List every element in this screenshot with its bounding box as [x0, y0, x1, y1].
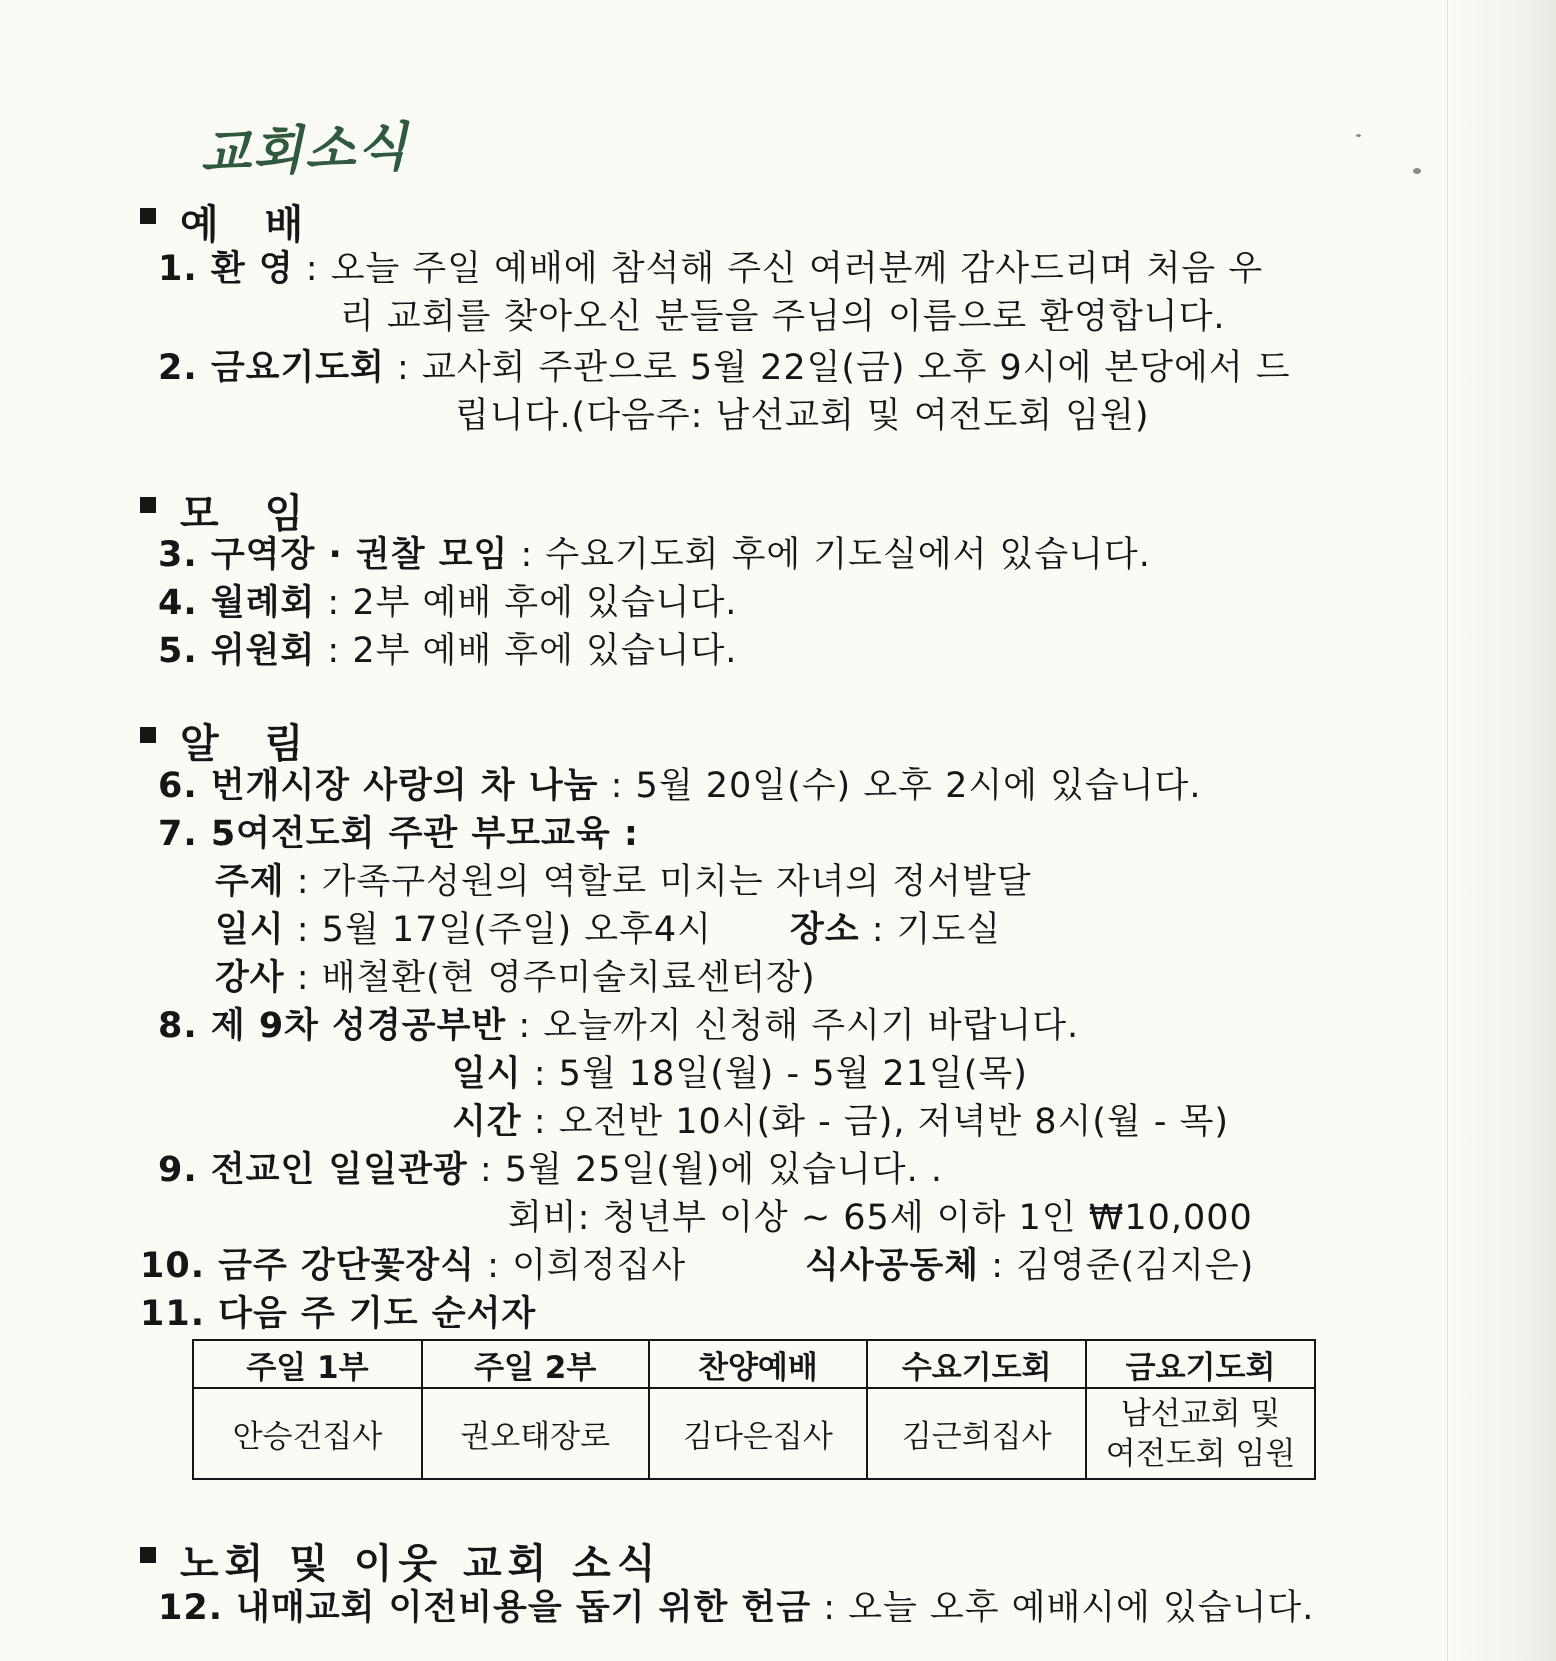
section-label: 예 배 [180, 202, 320, 248]
item-12: 12. 내매교회 이전비용을 돕기 위한 헌금 : 오늘 오후 예배시에 있습니다. [158, 1588, 1315, 1628]
item-label: 3. 구역장 · 권찰 모임 [158, 535, 509, 575]
item-8: 8. 제 9차 성경공부반 : 오늘까지 신청해 주시기 바랍니다. [158, 1006, 1080, 1046]
item-text: 오전반 10시(화 - 금), 저녁반 8시(월 - 목) [558, 1102, 1230, 1142]
item-label: 2. 금요기도회 [158, 348, 385, 388]
prayer-schedule-table [192, 1339, 1316, 1480]
section-label: 모 임 [180, 491, 320, 537]
table-cell: 김근희집사 [867, 1388, 1086, 1479]
item-label: 10. 금주 강단꽃장식 [140, 1246, 476, 1286]
square-bullet-icon [140, 1547, 156, 1563]
item-text: 2부 예배 후에 있습니다. [352, 631, 738, 671]
item-2-line-1: 2. 금요기도회 : 교사회 주관으로 5월 22일(금) 오후 9시에 본당에서 드 [158, 348, 1291, 388]
item-1-line-1: 1. 환 영 : 오늘 주일 예배에 참석해 주신 여러분께 감사드리며 처음 우 [158, 249, 1264, 289]
item-label: 시간 [452, 1102, 522, 1142]
item-label: 9. 전교인 일일관광 [158, 1150, 468, 1190]
item-label: 강사 [215, 958, 285, 998]
paper-edge [1446, 0, 1556, 1661]
table-cell-line: 여전도회 임원 [1105, 1435, 1296, 1472]
table-header: 수요기도회 [867, 1340, 1086, 1388]
item-label: 일시 [452, 1054, 522, 1094]
item-text: 5월 25일(월)에 있습니다. . [504, 1150, 943, 1190]
paper-fold-line [1447, 0, 1448, 1661]
item-5: 5. 위원회 : 2부 예배 후에 있습니다. [158, 631, 738, 671]
item-label: 12. 내매교회 이전비용을 돕기 위한 헌금 [158, 1588, 812, 1628]
item-label: 장소 [790, 910, 860, 950]
table-header-row [193, 1340, 1315, 1388]
item-7-date: 일시 : 5월 17일(주일) 오후4시 [215, 910, 712, 950]
table-cell: 안승건집사 [193, 1388, 422, 1479]
item-text: 5월 17일(주일) 오후4시 [321, 910, 712, 950]
item-9-fee: 회비: 청년부 이상 ~ 65세 이하 1인 ₩10,000 [508, 1198, 1253, 1238]
item-6: 6. 번개시장 사랑의 차 나눔 : 5월 20일(수) 오후 2시에 있습니다. [158, 766, 1202, 806]
item-text: 김영준(김지은) [1016, 1246, 1255, 1286]
item-text: 기도실 [896, 910, 1002, 950]
table-header: 찬양예배 [649, 1340, 868, 1388]
paper-speck [1356, 134, 1361, 137]
table-cell: 김다은집사 [649, 1388, 868, 1479]
item-text: 오늘 주일 예배에 참석해 주신 여러분께 감사드리며 처음 우 [330, 249, 1264, 289]
item-11: 11. 다음 주 기도 순서자 [140, 1294, 537, 1334]
square-bullet-icon [140, 727, 156, 743]
item-7-theme: 주제 : 가족구성원의 역할로 미치는 자녀의 정서발달 [215, 862, 1032, 902]
item-9: 9. 전교인 일일관광 : 5월 25일(월)에 있습니다. . [158, 1150, 943, 1190]
table-row [193, 1388, 1315, 1479]
section-label: 노회 및 이웃 교회 소식 [180, 1541, 662, 1587]
table-cell-line: 남선교회 및 [1120, 1395, 1281, 1432]
item-text: 이희정집사 [512, 1246, 687, 1286]
item-7-speaker: 강사 : 배철환(현 영주미술치료센터장) [215, 958, 816, 998]
table-header: 주일 1부 [193, 1340, 422, 1388]
item-label: 식사공동체 [805, 1246, 980, 1286]
item-text: 5월 20일(수) 오후 2시에 있습니다. [635, 766, 1202, 806]
item-2-line-2: 립니다.(다음주: 남선교회 및 여전도회 임원) [455, 396, 1150, 436]
item-text: 오늘까지 신청해 주시기 바랍니다. [543, 1006, 1080, 1046]
item-4: 4. 월례회 : 2부 예배 후에 있습니다. [158, 583, 738, 623]
paper-speck [1413, 168, 1421, 174]
item-3: 3. 구역장 · 권찰 모임 : 수요기도회 후에 기도실에서 있습니다. [158, 535, 1151, 575]
item-text: 5월 18일(월) - 5월 21일(목) [558, 1054, 1028, 1094]
item-label: 5. 위원회 [158, 631, 316, 671]
table-header: 주일 2부 [422, 1340, 649, 1388]
item-text: 교사회 주관으로 5월 22일(금) 오후 9시에 본당에서 드 [421, 348, 1291, 388]
square-bullet-icon [140, 497, 156, 513]
item-7: 7. 5여전도회 주관 부모교육 : [158, 814, 639, 854]
item-label: 7. 5여전도회 주관 부모교육 [158, 814, 611, 854]
item-1-line-2: 리 교회를 찾아오신 분들을 주님의 이름으로 환영합니다. [340, 297, 1226, 337]
item-7-place: 장소 : 기도실 [790, 910, 1002, 950]
page-title: 교회소식 [199, 116, 411, 185]
item-text: 2부 예배 후에 있습니다. [352, 583, 738, 623]
item-text: 배철환(현 영주미술치료센터장) [321, 958, 816, 998]
item-10: 10. 금주 강단꽃장식 : 이희정집사 [140, 1246, 687, 1286]
item-text: 오늘 오후 예배시에 있습니다. [848, 1588, 1315, 1628]
item-label: 일시 [215, 910, 285, 950]
item-label: 주제 [215, 862, 285, 902]
item-label: 8. 제 9차 성경공부반 [158, 1006, 507, 1046]
item-text: 수요기도회 후에 기도실에서 있습니다. [545, 535, 1151, 575]
item-label: 6. 번개시장 사랑의 차 나눔 [158, 766, 599, 806]
square-bullet-icon [140, 208, 156, 224]
table-header: 금요기도회 [1086, 1340, 1315, 1388]
item-8-time: 시간 : 오전반 10시(화 - 금), 저녁반 8시(월 - 목) [452, 1102, 1230, 1142]
item-label: 1. 환 영 [158, 249, 294, 289]
item-8-date: 일시 : 5월 18일(월) - 5월 21일(목) [452, 1054, 1028, 1094]
item-10-meal: 식사공동체 : 김영준(김지은) [805, 1246, 1255, 1286]
table-cell [1086, 1388, 1315, 1479]
item-label: 4. 월례회 [158, 583, 316, 623]
table-cell: 권오태장로 [422, 1388, 649, 1479]
item-text: 가족구성원의 역할로 미치는 자녀의 정서발달 [321, 862, 1032, 902]
section-label: 알 림 [180, 721, 320, 767]
